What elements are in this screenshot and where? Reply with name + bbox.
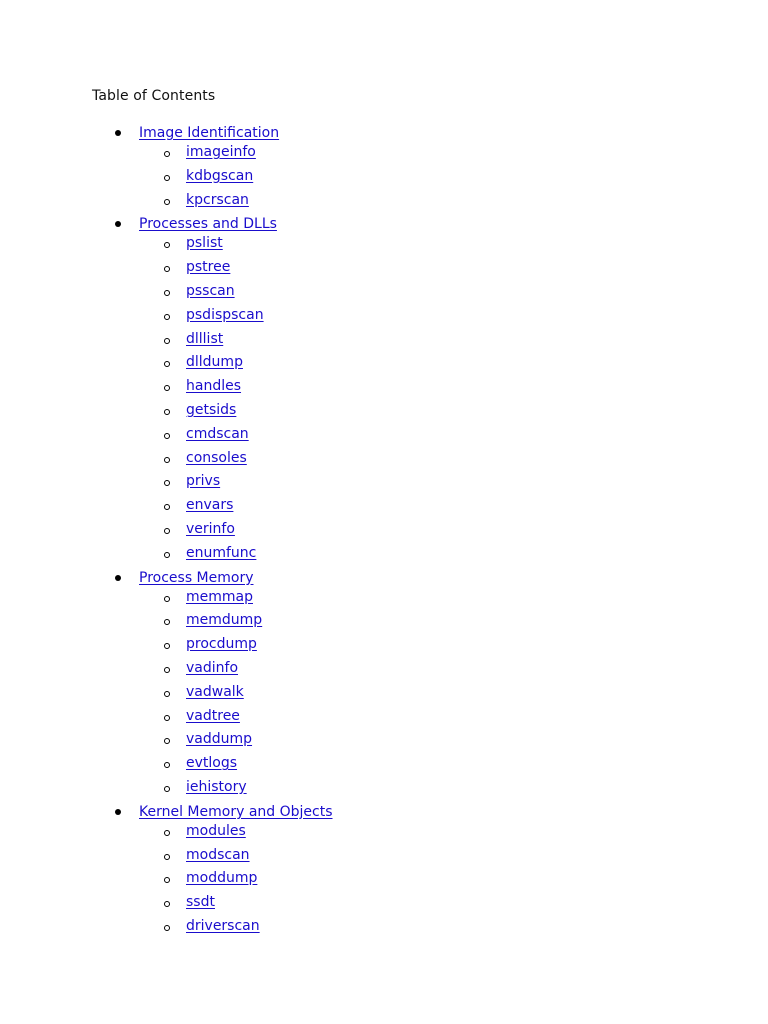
- toc-sub-item: [0, 354, 768, 378]
- toc-sub-link[interactable]: consoles: [186, 449, 247, 466]
- toc-sub-item: [0, 755, 768, 779]
- toc-sub-link[interactable]: moddump: [186, 870, 258, 887]
- toc-section: [0, 803, 768, 942]
- toc-sub-item: [0, 894, 768, 918]
- toc-sub-link[interactable]: modscan: [186, 846, 250, 863]
- toc-sub-item: [0, 426, 768, 450]
- circle-bullet-icon: [164, 854, 170, 860]
- toc-sub-item: [0, 331, 768, 355]
- toc-sub-link[interactable]: vadinfo: [186, 659, 239, 676]
- toc-section-row: [0, 124, 768, 144]
- circle-bullet-icon: [164, 552, 170, 558]
- circle-bullet-icon: [164, 433, 170, 439]
- toc-sub-item: [0, 684, 768, 708]
- circle-bullet-icon: [164, 361, 170, 367]
- toc-sub-link[interactable]: evtlogs: [186, 755, 238, 772]
- toc-sub-item: [0, 870, 768, 894]
- toc-sub-item: [0, 660, 768, 684]
- toc-title: Table of Contents: [92, 88, 216, 104]
- circle-bullet-icon: [164, 175, 170, 181]
- circle-bullet-icon: [164, 715, 170, 721]
- circle-bullet-icon: [164, 619, 170, 625]
- circle-bullet-icon: [164, 691, 170, 697]
- toc-sub-link[interactable]: memdump: [186, 612, 263, 629]
- circle-bullet-icon: [164, 925, 170, 931]
- toc-sub-item: [0, 731, 768, 755]
- toc-sub-link[interactable]: kpcrscan: [186, 191, 249, 208]
- toc-section: [0, 124, 768, 215]
- bullet-icon: [115, 575, 121, 581]
- toc-sub-link[interactable]: vadwalk: [186, 683, 244, 700]
- toc-section-link[interactable]: Image Identification: [139, 125, 280, 141]
- toc-sub-link[interactable]: procdump: [186, 636, 257, 653]
- toc-sub-link[interactable]: vadtree: [186, 707, 240, 724]
- toc-sub-item: [0, 497, 768, 521]
- toc-sub-list: [0, 589, 768, 803]
- toc-sub-item: [0, 307, 768, 331]
- toc-sub-link[interactable]: driverscan: [186, 917, 260, 934]
- toc-sub-item: [0, 589, 768, 613]
- circle-bullet-icon: [164, 266, 170, 272]
- toc-sub-item: [0, 473, 768, 497]
- circle-bullet-icon: [164, 877, 170, 883]
- toc-sub-link[interactable]: verinfo: [186, 520, 235, 537]
- circle-bullet-icon: [164, 643, 170, 649]
- toc-sub-link[interactable]: enumfunc: [186, 544, 257, 561]
- circle-bullet-icon: [164, 199, 170, 205]
- toc-sub-item: [0, 192, 768, 216]
- toc-list: [0, 124, 768, 942]
- toc-sub-list: [0, 235, 768, 568]
- circle-bullet-icon: [164, 457, 170, 463]
- toc-section-link[interactable]: Kernel Memory and Objects: [139, 803, 333, 820]
- toc-sub-link[interactable]: envars: [186, 497, 234, 514]
- toc-sub-link[interactable]: dlldump: [186, 354, 243, 371]
- circle-bullet-icon: [164, 738, 170, 744]
- toc-section: [0, 569, 768, 803]
- toc-sub-item: [0, 847, 768, 871]
- toc-sub-item: [0, 612, 768, 636]
- circle-bullet-icon: [164, 151, 170, 157]
- toc-sub-link[interactable]: vaddump: [186, 731, 253, 748]
- circle-bullet-icon: [164, 830, 170, 836]
- bullet-icon: [115, 130, 121, 136]
- toc-sub-item: [0, 259, 768, 283]
- toc-section: [0, 215, 768, 568]
- toc-sub-link[interactable]: handles: [186, 378, 242, 395]
- toc-section-row: [0, 569, 768, 589]
- toc-sub-link[interactable]: cmdscan: [186, 425, 249, 442]
- toc-sub-item: [0, 779, 768, 803]
- circle-bullet-icon: [164, 667, 170, 673]
- circle-bullet-icon: [164, 528, 170, 534]
- toc-sub-list: [0, 823, 768, 942]
- circle-bullet-icon: [164, 762, 170, 768]
- toc-sub-link[interactable]: ssdt: [186, 894, 215, 911]
- toc-sub-item: [0, 636, 768, 660]
- circle-bullet-icon: [164, 385, 170, 391]
- bullet-icon: [115, 221, 121, 227]
- circle-bullet-icon: [164, 314, 170, 320]
- toc-sub-item: [0, 235, 768, 259]
- toc-sub-item: [0, 402, 768, 426]
- circle-bullet-icon: [164, 409, 170, 415]
- toc-sub-item: [0, 545, 768, 569]
- circle-bullet-icon: [164, 901, 170, 907]
- toc-sub-link[interactable]: dlllist: [186, 330, 224, 347]
- circle-bullet-icon: [164, 338, 170, 344]
- circle-bullet-icon: [164, 242, 170, 248]
- toc-section-row: [0, 803, 768, 823]
- toc-sub-link[interactable]: psdispscan: [186, 306, 264, 323]
- toc-sub-item: [0, 708, 768, 732]
- toc-sub-link[interactable]: modules: [186, 822, 246, 839]
- toc-sub-link[interactable]: getsids: [186, 401, 237, 418]
- toc-sub-link[interactable]: kdbgscan: [186, 167, 254, 184]
- toc-sub-link[interactable]: iehistory: [186, 778, 247, 795]
- toc-sub-item: [0, 823, 768, 847]
- toc-sub-item: [0, 283, 768, 307]
- toc-sub-link[interactable]: privs: [186, 473, 221, 490]
- toc-sub-item: [0, 144, 768, 168]
- toc-sub-item: [0, 450, 768, 474]
- toc-section-link[interactable]: Processes and DLLs: [139, 216, 277, 233]
- toc-sub-link[interactable]: psscan: [186, 282, 235, 299]
- toc-sub-item: [0, 918, 768, 942]
- circle-bullet-icon: [164, 786, 170, 792]
- toc-sub-item: [0, 521, 768, 545]
- toc-sub-link[interactable]: pslist: [186, 235, 223, 252]
- toc-section-row: [0, 215, 768, 235]
- toc-sub-link[interactable]: memmap: [186, 588, 253, 605]
- circle-bullet-icon: [164, 480, 170, 486]
- circle-bullet-icon: [164, 596, 170, 602]
- toc-sub-item: [0, 378, 768, 402]
- toc-sub-link[interactable]: imageinfo: [186, 144, 256, 160]
- bullet-icon: [115, 809, 121, 815]
- toc-section-link[interactable]: Process Memory: [139, 569, 254, 586]
- circle-bullet-icon: [164, 290, 170, 296]
- circle-bullet-icon: [164, 504, 170, 510]
- toc-sub-list: [0, 144, 768, 215]
- toc-sub-link[interactable]: pstree: [186, 259, 231, 276]
- toc-sub-item: [0, 168, 768, 192]
